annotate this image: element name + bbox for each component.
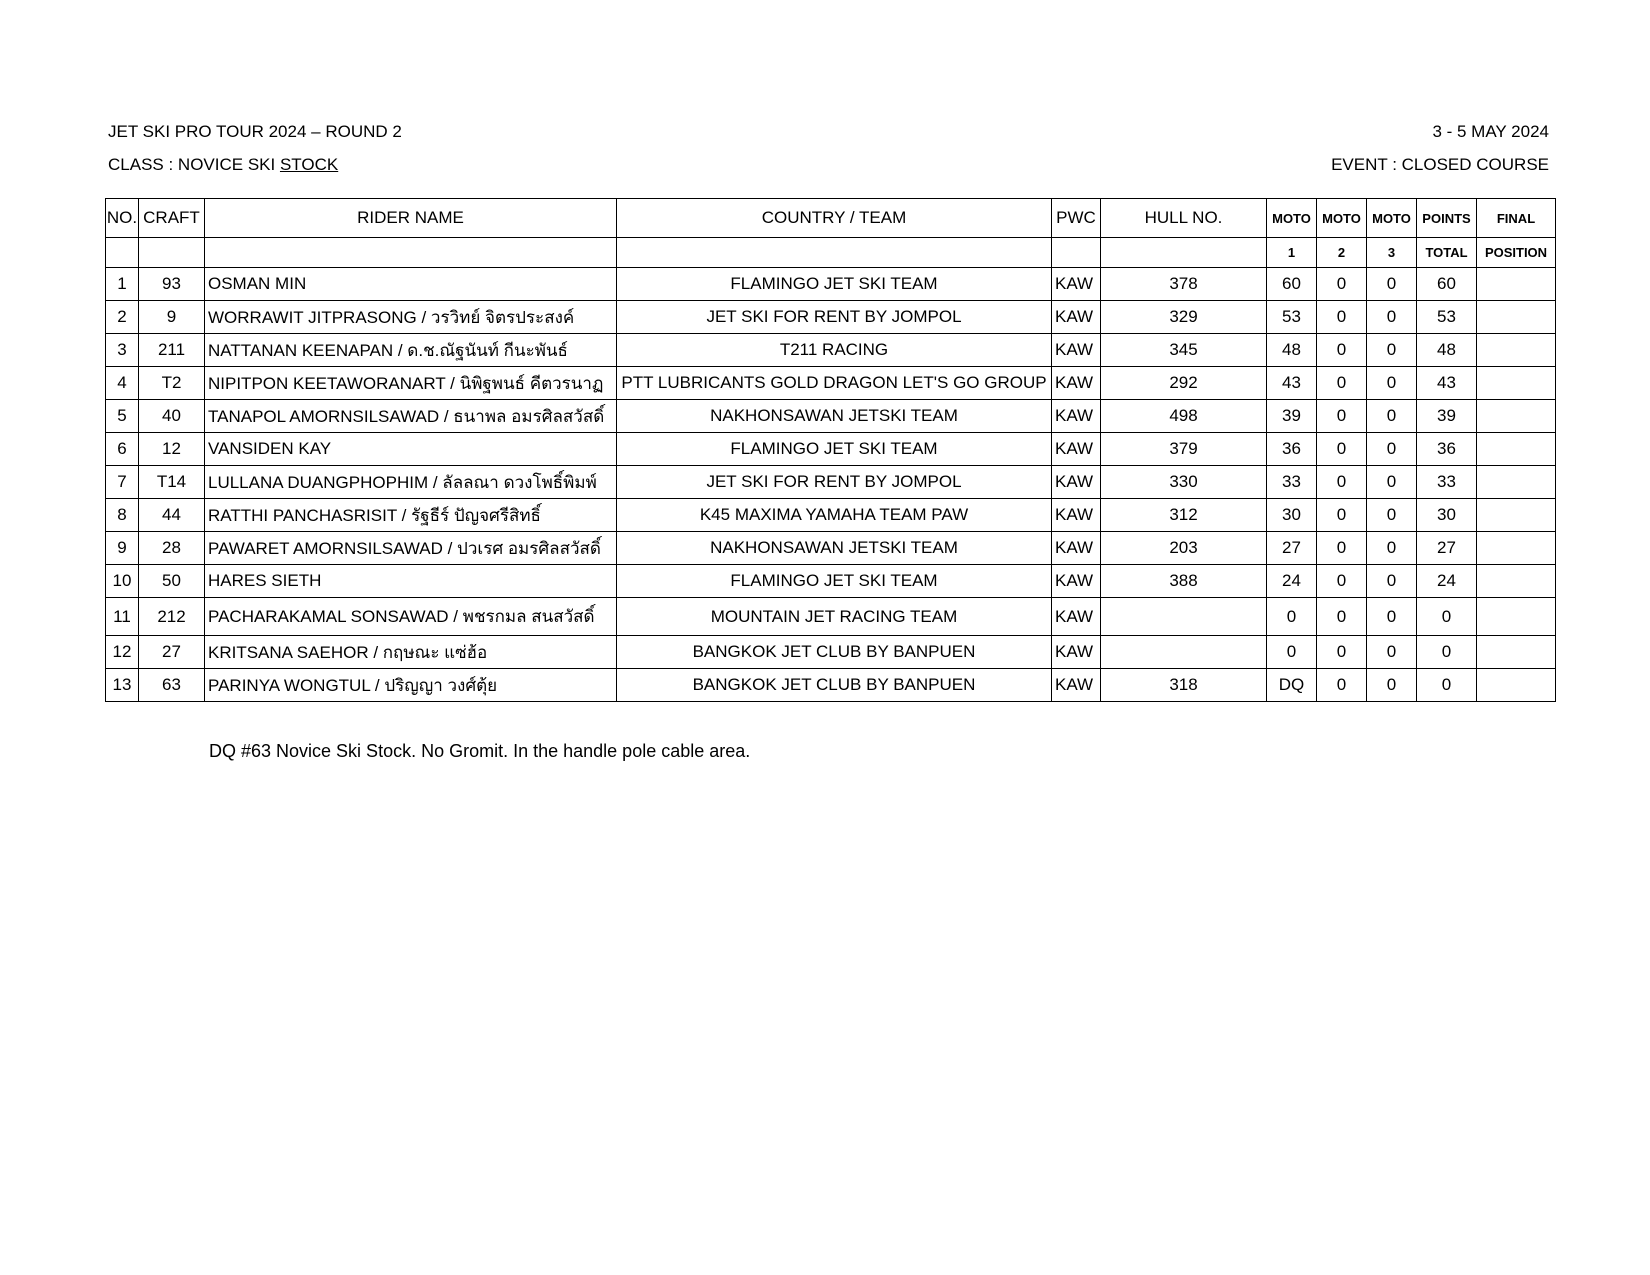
cell-no: 1	[106, 268, 139, 301]
cell-craft: 93	[139, 268, 205, 301]
cell-hull: 388	[1101, 565, 1267, 598]
cell-team: JET SKI FOR RENT BY JOMPOL	[617, 466, 1052, 499]
cell-points-total: 0	[1417, 669, 1477, 702]
cell-pwc: KAW	[1052, 334, 1101, 367]
col-rider: RIDER NAME	[205, 199, 617, 238]
cell-craft: T2	[139, 367, 205, 400]
cell-moto3: 0	[1367, 367, 1417, 400]
cell-final-position	[1477, 466, 1556, 499]
cell-no: 6	[106, 433, 139, 466]
cell-moto2: 0	[1317, 268, 1367, 301]
cell-points-total: 0	[1417, 636, 1477, 669]
cell-team: JET SKI FOR RENT BY JOMPOL	[617, 301, 1052, 334]
cell-team: NAKHONSAWAN JETSKI TEAM	[617, 532, 1052, 565]
cell-pwc: KAW	[1052, 565, 1101, 598]
cell-rider: PAWARET AMORNSILSAWAD / ปวเรศ อมรศิลสวัสดิ์	[205, 532, 617, 565]
cell-moto2: 0	[1317, 636, 1367, 669]
cell-moto3: 0	[1367, 400, 1417, 433]
cell-rider: RATTHI PANCHASRISIT / รัฐธีร์ ปัญจศรีสิทธิ์	[205, 499, 617, 532]
cell-team: MOUNTAIN JET RACING TEAM	[617, 598, 1052, 636]
col-rider-sub	[205, 238, 617, 268]
table-row	[106, 565, 1556, 598]
cell-hull: 379	[1101, 433, 1267, 466]
class-prefix: CLASS : NOVICE SKI	[108, 155, 280, 174]
cell-final-position	[1477, 301, 1556, 334]
cell-rider: WORRAWIT JITPRASONG / วรวิทย์ จิตรประสงค์	[205, 301, 617, 334]
cell-craft: 9	[139, 301, 205, 334]
cell-craft: 27	[139, 636, 205, 669]
cell-team: K45 MAXIMA YAMAHA TEAM PAW	[617, 499, 1052, 532]
col-final-top: FINAL	[1477, 199, 1556, 238]
header-row-top	[106, 199, 1556, 238]
cell-no: 3	[106, 334, 139, 367]
cell-moto2: 0	[1317, 334, 1367, 367]
cell-points-total: 39	[1417, 400, 1477, 433]
cell-pwc: KAW	[1052, 636, 1101, 669]
cell-pwc: KAW	[1052, 433, 1101, 466]
cell-moto2: 0	[1317, 301, 1367, 334]
cell-hull: 312	[1101, 499, 1267, 532]
cell-final-position	[1477, 268, 1556, 301]
cell-hull: 329	[1101, 301, 1267, 334]
cell-points-total: 24	[1417, 565, 1477, 598]
cell-moto3: 0	[1367, 598, 1417, 636]
cell-rider: KRITSANA SAEHOR / กฤษณะ แซ่ฮ้อ	[205, 636, 617, 669]
cell-points-total: 33	[1417, 466, 1477, 499]
cell-moto1: 0	[1267, 636, 1317, 669]
col-hull: HULL NO.	[1101, 199, 1267, 238]
cell-rider: NATTANAN KEENAPAN / ด.ช.ณัฐนันท์ กีนะพันธ์	[205, 334, 617, 367]
cell-moto2: 0	[1317, 466, 1367, 499]
cell-points-total: 36	[1417, 433, 1477, 466]
cell-no: 7	[106, 466, 139, 499]
event-title: JET SKI PRO TOUR 2024 – ROUND 2	[108, 122, 402, 141]
table-row	[106, 301, 1556, 334]
cell-craft: 212	[139, 598, 205, 636]
cell-final-position	[1477, 532, 1556, 565]
col-points-bottom: TOTAL	[1417, 238, 1477, 268]
cell-hull: 498	[1101, 400, 1267, 433]
cell-pwc: KAW	[1052, 499, 1101, 532]
cell-final-position	[1477, 598, 1556, 636]
table-row	[106, 334, 1556, 367]
cell-final-position	[1477, 433, 1556, 466]
cell-moto1: 48	[1267, 334, 1317, 367]
cell-moto1: 24	[1267, 565, 1317, 598]
cell-no: 8	[106, 499, 139, 532]
cell-pwc: KAW	[1052, 367, 1101, 400]
col-no-sub	[106, 238, 139, 268]
table-row	[106, 636, 1556, 669]
cell-team: PTT LUBRICANTS GOLD DRAGON LET'S GO GROUP	[617, 367, 1052, 400]
col-moto2-top: MOTO	[1317, 199, 1367, 238]
event-type: EVENT : CLOSED COURSE	[1331, 155, 1549, 174]
cell-hull: 292	[1101, 367, 1267, 400]
cell-craft: 211	[139, 334, 205, 367]
cell-moto2: 0	[1317, 532, 1367, 565]
cell-moto1: DQ	[1267, 669, 1317, 702]
cell-pwc: KAW	[1052, 400, 1101, 433]
cell-rider: VANSIDEN KAY	[205, 433, 617, 466]
cell-no: 4	[106, 367, 139, 400]
cell-moto2: 0	[1317, 598, 1367, 636]
cell-moto2: 0	[1317, 499, 1367, 532]
cell-team: FLAMINGO JET SKI TEAM	[617, 433, 1052, 466]
cell-moto1: 33	[1267, 466, 1317, 499]
cell-hull: 203	[1101, 532, 1267, 565]
cell-team: FLAMINGO JET SKI TEAM	[617, 565, 1052, 598]
cell-rider: PACHARAKAMAL SONSAWAD / พชรกมล สนสวัสดิ์	[205, 598, 617, 636]
cell-moto3: 0	[1367, 268, 1417, 301]
cell-no: 5	[106, 400, 139, 433]
cell-team: BANGKOK JET CLUB BY BANPUEN	[617, 669, 1052, 702]
col-hull-sub	[1101, 238, 1267, 268]
cell-craft: 44	[139, 499, 205, 532]
cell-no: 11	[106, 598, 139, 636]
cell-moto1: 30	[1267, 499, 1317, 532]
cell-moto3: 0	[1367, 669, 1417, 702]
cell-rider: OSMAN MIN	[205, 268, 617, 301]
col-moto1-bottom: 1	[1267, 238, 1317, 268]
cell-no: 9	[106, 532, 139, 565]
cell-no: 2	[106, 301, 139, 334]
cell-moto3: 0	[1367, 532, 1417, 565]
cell-pwc: KAW	[1052, 669, 1101, 702]
col-moto1-top: MOTO	[1267, 199, 1317, 238]
col-team-sub	[617, 238, 1052, 268]
cell-moto1: 27	[1267, 532, 1317, 565]
col-craft: CRAFT	[139, 199, 205, 238]
cell-moto1: 36	[1267, 433, 1317, 466]
table-row	[106, 499, 1556, 532]
cell-hull: 330	[1101, 466, 1267, 499]
cell-moto1: 0	[1267, 598, 1317, 636]
col-moto3-top: MOTO	[1367, 199, 1417, 238]
cell-craft: 50	[139, 565, 205, 598]
cell-points-total: 30	[1417, 499, 1477, 532]
cell-points-total: 27	[1417, 532, 1477, 565]
results-table	[105, 198, 1556, 702]
cell-points-total: 43	[1417, 367, 1477, 400]
cell-hull: 345	[1101, 334, 1267, 367]
cell-craft: 28	[139, 532, 205, 565]
cell-final-position	[1477, 334, 1556, 367]
table-row	[106, 367, 1556, 400]
cell-rider: NIPITPON KEETAWORANART / นิพิฐพนธ์ คีตวรนาฏ	[205, 367, 617, 400]
cell-moto1: 43	[1267, 367, 1317, 400]
cell-hull	[1101, 636, 1267, 669]
event-dates: 3 - 5 MAY 2024	[1432, 122, 1549, 141]
cell-moto1: 39	[1267, 400, 1317, 433]
table-row	[106, 268, 1556, 301]
cell-pwc: KAW	[1052, 598, 1101, 636]
cell-moto3: 0	[1367, 433, 1417, 466]
col-no: NO.	[106, 199, 139, 238]
col-moto2-bottom: 2	[1317, 238, 1367, 268]
cell-final-position	[1477, 400, 1556, 433]
col-team: COUNTRY / TEAM	[617, 199, 1052, 238]
cell-moto2: 0	[1317, 367, 1367, 400]
cell-final-position	[1477, 565, 1556, 598]
cell-no: 13	[106, 669, 139, 702]
cell-points-total: 60	[1417, 268, 1477, 301]
cell-moto1: 53	[1267, 301, 1317, 334]
cell-final-position	[1477, 499, 1556, 532]
cell-moto1: 60	[1267, 268, 1317, 301]
cell-moto3: 0	[1367, 499, 1417, 532]
col-craft-sub	[139, 238, 205, 268]
cell-hull: 378	[1101, 268, 1267, 301]
cell-pwc: KAW	[1052, 301, 1101, 334]
cell-moto2: 0	[1317, 565, 1367, 598]
cell-rider: PARINYA WONGTUL / ปริญญา วงศ์ตุ้ย	[205, 669, 617, 702]
cell-hull: 318	[1101, 669, 1267, 702]
cell-moto3: 0	[1367, 466, 1417, 499]
header-row-bottom	[106, 238, 1556, 268]
col-points-top: POINTS	[1417, 199, 1477, 238]
cell-craft: 40	[139, 400, 205, 433]
cell-final-position	[1477, 669, 1556, 702]
cell-team: T211 RACING	[617, 334, 1052, 367]
cell-rider: LULLANA DUANGPHOPHIM / ลัลลณา ดวงโพธิ์พิมพ์	[205, 466, 617, 499]
table-row	[106, 598, 1556, 636]
cell-craft: T14	[139, 466, 205, 499]
col-moto3-bottom: 3	[1367, 238, 1417, 268]
cell-points-total: 48	[1417, 334, 1477, 367]
table-row	[106, 532, 1556, 565]
cell-rider: TANAPOL AMORNSILSAWAD / ธนาพล อมรศิลสวัสดิ์	[205, 400, 617, 433]
col-pwc-sub	[1052, 238, 1101, 268]
cell-craft: 12	[139, 433, 205, 466]
cell-points-total: 53	[1417, 301, 1477, 334]
cell-pwc: KAW	[1052, 268, 1101, 301]
cell-no: 12	[106, 636, 139, 669]
cell-moto3: 0	[1367, 301, 1417, 334]
cell-pwc: KAW	[1052, 532, 1101, 565]
cell-final-position	[1477, 367, 1556, 400]
table-row	[106, 400, 1556, 433]
table-row	[106, 669, 1556, 702]
table-row	[106, 466, 1556, 499]
table-row	[106, 433, 1556, 466]
cell-points-total: 0	[1417, 598, 1477, 636]
col-final-bottom: POSITION	[1477, 238, 1556, 268]
cell-no: 10	[106, 565, 139, 598]
cell-craft: 63	[139, 669, 205, 702]
cell-rider: HARES SIETH	[205, 565, 617, 598]
class-underlined: STOCK	[279, 155, 339, 174]
cell-team: FLAMINGO JET SKI TEAM	[617, 268, 1052, 301]
cell-hull	[1101, 598, 1267, 636]
cell-team: NAKHONSAWAN JETSKI TEAM	[617, 400, 1052, 433]
dq-note: DQ #63 Novice Ski Stock. No Gromit. In the handle pole cable area.	[209, 741, 751, 761]
cell-moto3: 0	[1367, 565, 1417, 598]
cell-moto2: 0	[1317, 400, 1367, 433]
class-label	[108, 155, 338, 175]
cell-moto3: 0	[1367, 636, 1417, 669]
cell-moto2: 0	[1317, 433, 1367, 466]
cell-final-position	[1477, 636, 1556, 669]
col-pwc: PWC	[1052, 199, 1101, 238]
cell-pwc: KAW	[1052, 466, 1101, 499]
cell-team: BANGKOK JET CLUB BY BANPUEN	[617, 636, 1052, 669]
cell-moto3: 0	[1367, 334, 1417, 367]
cell-moto2: 0	[1317, 669, 1367, 702]
